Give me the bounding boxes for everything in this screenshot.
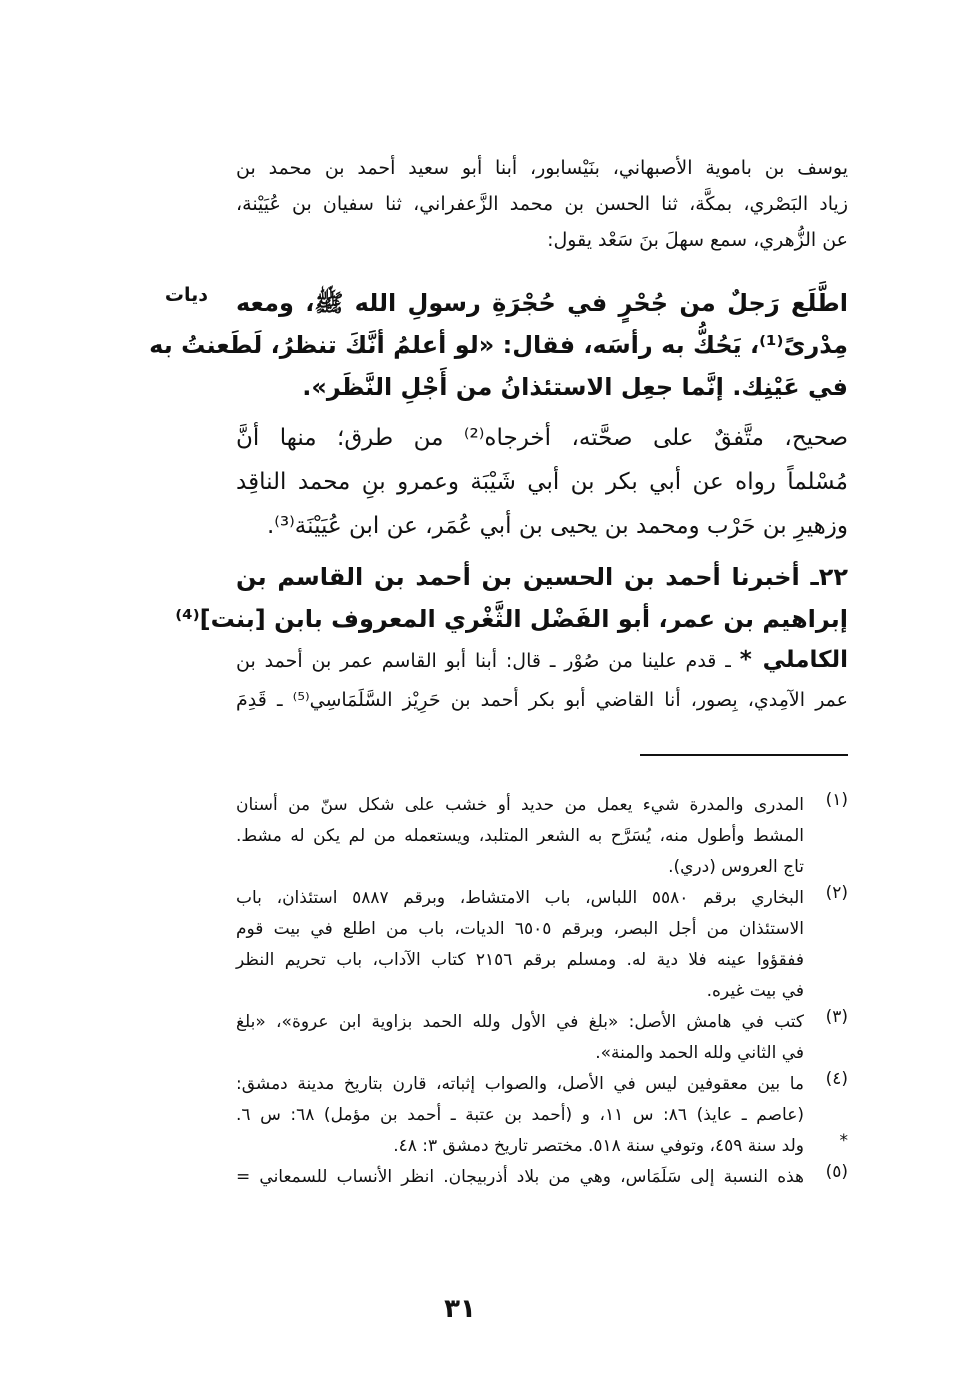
footnote-line: ما بين معقوفين ليس في الأصل، والصواب إثباته، قارن بتاريخ مدينة دمشق:	[236, 1074, 804, 1094]
footnote-line: تاج العروس (دري).	[668, 857, 804, 877]
text-line	[236, 640, 848, 680]
footnote-line: ولد سنة ٤٥٩، وتوفي سنة ٥١٨. مختصر تاريخ دمشق ٣: ٤٨.	[393, 1136, 804, 1156]
footnote-line: (عاصم ـ عايذ) ٨٦: س ١١، و (أحمد بن عتبة ـ أحمد بن مؤمل) ٦٨: س ٦.	[236, 1105, 804, 1125]
text-line: في عَيْنِك. إنَّما جعِل الاستئذانُ من أَجْلِ النَّظَر».	[302, 373, 848, 401]
footnote-line: هذه النسبة إلى سَلَمَاس، وهي من بلاد أذربيجان. انظر الأنساب للسمعاني =	[236, 1167, 804, 1187]
text-line: ٢٢ـ أخبرنا أحمد بن الحسين بن أحمد بن القاسم بن	[236, 563, 848, 591]
entry-heading	[175, 556, 848, 640]
text-line: مُسْلماً رواه عن أبي بكر بن أبي شَيْبَة وعمرو بنِ محمد الناقِد	[236, 469, 848, 495]
footnote-number: (١)	[825, 790, 848, 810]
footnote-line: في الثاني ولله الحمد والمنة».	[595, 1043, 804, 1063]
text-line: اطَّلَع رَجلٌ من جُحْرٍ في حُجْرَةِ رسولِ الله ﷺ، ومعه	[236, 289, 848, 317]
footnote	[236, 1162, 848, 1193]
footnote-line: البخاري برقم ٥٥٨٠ اللباس، باب الامتشاط، وبرقم ٥٨٨٧ استئذان، باب	[236, 888, 805, 908]
entry-text: ـ قدم علينا من صُوْر ـ قال: أبنا أبو القاسم عمر بن أحمد بن	[236, 650, 740, 672]
text-line: وزهيرِ بن حَرْب ومحمد بن يحيى بن أبي عُمَر، عن ابن عُيَيْنَة⁽³⁾.	[266, 513, 848, 539]
footnote-divider	[640, 754, 848, 756]
text-line: يوسف بن باموية الأصبهاني، بنَيْسابور، أبنا أبو سعيد أحمد بن محمد بن	[236, 157, 848, 179]
footnote-number: (٥)	[825, 1162, 848, 1182]
footnote-line: الاستئذان من أجل البصر، وبرقم ٦٥٠٥ الديات، باب من اطلع في بيت قوم	[236, 919, 804, 939]
page-number: ٣١	[444, 1294, 476, 1324]
footnote-number: (٢)	[825, 883, 848, 903]
footnote-line: في بيت غيره.	[706, 981, 804, 1001]
footnote-number: (٣)	[825, 1007, 848, 1027]
text-line: صحيح، متَّفقٌ على صحَّته، أخرجاه⁽²⁾ من طرق؛ منها أنَّ	[236, 425, 848, 451]
margin-label: ديات	[164, 284, 208, 306]
text-line: عمر الآمِدي، بِصور، أنا القاضي أبو بكر أحمد بن حَرِيْز السَّلَمَاسِي⁽⁵⁾ ـ قَدِمَ	[236, 689, 848, 711]
footnote-number: *	[839, 1131, 848, 1151]
intro-paragraph	[236, 150, 848, 258]
footnotes	[236, 790, 848, 1193]
commentary-paragraph	[236, 416, 848, 548]
footnote	[236, 790, 848, 883]
footnote-line: المدرى والمدرة شيء يعمل من حديد أو خشب على شكل سنّ من أسنان	[236, 795, 804, 815]
entry-paragraph	[236, 640, 848, 720]
footnote	[236, 1007, 848, 1069]
footnote	[236, 1069, 848, 1131]
text-line: مِدْرىً⁽¹⁾، يَحُكُّ به رأسَه، فقال: «لو أعلمُ أنَّكَ تنظرُ، لَطَعنتُ به	[149, 331, 848, 359]
footnote-line: المشط وأطول منه، يُسَرَّح به الشعر المتلبد، ويستعمله من لم يكن له مشط.	[236, 826, 804, 846]
footnote-number: (٤)	[825, 1069, 848, 1089]
footnote	[236, 883, 848, 1007]
footnote-line: ففقؤوا عينه فلا دية له. ومسلم برقم ٢١٥٦ كتاب الآداب، باب تحريم النظر	[236, 950, 804, 970]
footnote-line: كتب في هامش الأصل: «بلغ في الأول ولله الحمد بزاوية ابن عروة»، «بلغ	[236, 1012, 804, 1032]
text-line: زياد البَصْري، بمكَّة، ثنا الحسن بن محمد الزَّعفراني، ثنا سفيان بن عُيَيْنة،	[236, 193, 848, 215]
entry-name: الكاملي *	[739, 647, 849, 673]
text-line: إبراهيم بن عمر، أبو الفَضْل الثَّغْري المعروف بابن [بنت]⁽⁴⁾	[175, 605, 848, 633]
footnote	[236, 1131, 848, 1162]
text-line: عن الزُّهري، سمع سهلَ بنَ سَعْد يقول:	[547, 229, 848, 251]
